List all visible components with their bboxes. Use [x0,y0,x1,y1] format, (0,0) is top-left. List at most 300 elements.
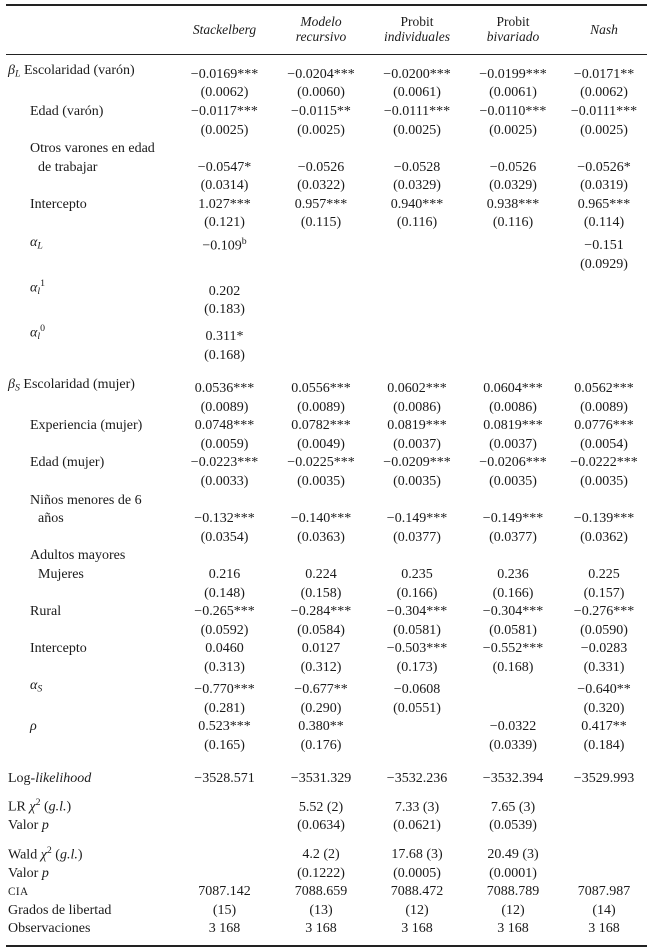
cell [176,510,273,529]
cell-text: −0.0225*** [287,455,355,471]
cell-text: 0.0604*** [483,380,543,396]
cell [176,233,273,256]
cell [273,640,369,659]
cell [465,603,561,622]
cell-text: −3532.394 [482,770,544,786]
cell [369,473,465,492]
cell-text: (0.168) [492,659,534,675]
row-label [6,529,176,548]
label-text: g.l. [59,847,78,863]
cell-text: (0.0089) [297,399,345,415]
cell-text: −0.140*** [290,511,352,527]
table-row [6,788,647,817]
row-label [6,196,176,215]
cell-text: −0.0526 [489,159,537,175]
cell-text: (0.0551) [393,700,441,716]
cell-text: −0.132*** [194,511,255,527]
cell-text: 7088.659 [294,884,348,900]
table-row [6,177,647,196]
label-text: Edad (varón) [30,103,104,119]
cell [176,417,273,436]
cell-text: −3531.329 [290,770,352,786]
table-row [6,756,647,789]
cell-text: (0.0035) [393,473,441,489]
table-row [6,275,647,302]
cell [369,920,465,946]
label-text: S [14,382,20,394]
label-text: Otros varones en edad [30,141,155,157]
table-head [6,5,647,55]
row-label [6,547,176,566]
cell [561,817,647,836]
column-header-line [465,14,561,29]
column-header-text: Probit [400,14,434,29]
cell-text: 0.0562*** [574,380,634,396]
row-label [6,883,176,902]
cell-text: 0.0819*** [387,418,447,434]
row-label [6,320,176,347]
cell [176,159,273,178]
table-row [6,140,647,159]
cell-text: (0.0339) [489,737,537,753]
cell [273,677,369,699]
table-row [6,320,647,347]
cell [561,256,647,275]
cell-text: 7.65 (3) [490,799,536,815]
cell [369,454,465,473]
row-label [6,603,176,622]
cell [273,55,369,85]
cell-text: (0.0581) [393,622,441,638]
cell-text: (0.0539) [489,818,537,834]
row-label [6,399,176,418]
row-label [6,659,176,678]
cell [465,547,561,566]
cell [561,233,647,256]
cell [465,640,561,659]
cell-text: (0.116) [492,215,534,231]
cell-text: (0.0354) [200,529,249,545]
cell-text: (0.157) [583,585,625,601]
cell-text: 0.965*** [577,196,631,212]
cell [369,883,465,902]
cell-text: (0.148) [204,585,245,601]
cell-text: −0.0608 [393,682,441,698]
cell [561,417,647,436]
cell [176,836,273,865]
cell-text: −0.265*** [194,604,255,620]
row-label [6,677,176,699]
cell [465,836,561,865]
cell [273,756,369,789]
cell-text: (0.0314) [200,178,249,194]
cell-text: (0.0086) [489,399,537,415]
label-text: p [41,818,49,834]
table-row [6,622,647,641]
cell [465,347,561,366]
cell [176,214,273,233]
column-header-text: Nash [590,21,618,37]
cell-text: 0.311* [205,329,244,345]
cell [561,399,647,418]
cell-text: (0.0025) [393,122,441,138]
cell [176,566,273,585]
cell [176,140,273,159]
cell [273,920,369,946]
row-label [6,84,176,103]
cell-text: −0.276*** [573,604,635,620]
table-row [6,677,647,699]
cell-text: (0.183) [204,302,245,318]
cell [273,454,369,473]
cell [369,677,465,699]
column-header-probit-bivariado [465,5,561,55]
column-header-stackelberg [176,5,273,55]
cell-text: (0.0581) [489,622,537,638]
label-text: L [14,68,21,80]
row-label [6,454,176,473]
column-header-line [561,22,647,37]
cell-text: 0.0460 [205,641,244,657]
cell [465,436,561,455]
cell [176,320,273,347]
cell-text: (12) [405,902,429,918]
cell-text: (13) [309,902,333,918]
cell [369,177,465,196]
label-text: α [30,325,38,341]
cell [176,55,273,85]
cell-text: (0.0590) [580,622,628,638]
row-label [6,492,176,511]
label-text: de trabajar [38,159,98,175]
cell-text: (0.166) [396,585,438,601]
cell-text: (0.0377) [393,529,441,545]
cell [176,122,273,141]
cell-text: (0.0033) [200,473,249,489]
cell-text: −0.552*** [482,641,544,657]
row-label [6,275,176,302]
cell [561,622,647,641]
cell [273,177,369,196]
cell-text: 0.236 [497,566,529,582]
cell [369,510,465,529]
cell [465,566,561,585]
cell [273,817,369,836]
cell [465,492,561,511]
cell [465,84,561,103]
cell-text: 0.216 [208,566,241,582]
cell-text: −0.0111*** [383,103,451,119]
cell-text: 0.0819*** [483,418,543,434]
table-body [6,55,647,947]
column-header-text: Stackelberg [192,21,257,37]
row-label [6,347,176,366]
cell [465,399,561,418]
cell [561,700,647,719]
cell-text: −0.139*** [573,511,635,527]
row-label [6,865,176,884]
label-text: l [37,285,41,297]
table-row [6,454,647,473]
table-row [6,700,647,719]
cell-text: (0.0025) [489,122,537,138]
table-row [6,817,647,836]
cell-text: 0.0782*** [291,418,351,434]
cell-text: −0.109 [202,238,242,254]
cell [176,920,273,946]
row-label [6,585,176,604]
cell [176,659,273,678]
corner-cell [6,5,176,55]
cell-text: −0.0199*** [479,66,547,82]
row-label [6,640,176,659]
cell-text: (0.0059) [200,436,249,452]
cell-text: (0.165) [204,737,245,753]
cell [369,214,465,233]
cell-text: (0.1222) [297,865,345,881]
cell [273,196,369,215]
cell [369,417,465,436]
cell-text: (0.0319) [580,178,628,194]
cell [465,788,561,817]
cell [273,700,369,719]
cell [465,659,561,678]
column-header-modelo-recursivo [273,5,369,55]
cell-text: −0.151 [584,238,624,254]
cell-text: −0.0547* [197,159,252,175]
label-text: g.l. [48,799,67,815]
cell [465,622,561,641]
cell-text: (0.0060) [297,85,345,101]
cell [369,347,465,366]
cell-text: −0.0223*** [190,455,259,471]
row-label [6,836,176,865]
cell [273,275,369,302]
table-row [6,399,647,418]
cell [465,865,561,884]
cell [176,275,273,302]
cell [561,883,647,902]
cell [561,320,647,347]
cell-text: (0.331) [583,659,625,675]
cell [561,365,647,398]
table-row [6,256,647,275]
table-row [6,55,647,85]
cell-text: (0.0329) [393,178,441,194]
cell-text: −0.149*** [482,511,544,527]
cell-text: (0.0362) [580,529,628,545]
cell [369,585,465,604]
cell [176,817,273,836]
label-text: χ [29,799,36,815]
cell [369,233,465,256]
cell-text: −0.640** [577,682,631,698]
cell [176,547,273,566]
cell [561,659,647,678]
cell-text: (0.0363) [297,529,345,545]
label-text: Valor [8,865,42,881]
cell [273,214,369,233]
cell [465,196,561,215]
cell [465,510,561,529]
cell-text: 3 168 [208,921,241,937]
column-header-text: individuales [384,29,450,44]
cell-text: −0.304*** [482,604,544,620]
cell [369,566,465,585]
table-row [6,347,647,366]
cell-text: −0.770*** [194,682,255,698]
cell-text: 0.235 [401,566,433,582]
table-row [6,492,647,511]
label-text: β [8,63,15,78]
table-row [6,566,647,585]
cell-text: −0.0117*** [191,103,258,119]
label-text: ( [51,847,60,863]
table-row [6,529,647,548]
label-text: 1 [40,277,45,289]
cell [465,473,561,492]
cell [561,640,647,659]
cell-text: −0.0322 [489,719,537,735]
cell-text: (0.0025) [297,122,345,138]
cell-text: (0.0054) [580,436,628,452]
cell [176,622,273,641]
table-row [6,365,647,398]
cell [176,883,273,902]
table-row [6,585,647,604]
label-text: S [37,684,43,696]
cell-text: (0.158) [300,585,342,601]
cell-text: (0.184) [583,737,625,753]
cell [273,603,369,622]
column-header-line [369,14,465,29]
cell [369,159,465,178]
cell [273,510,369,529]
cell-text: (0.320) [583,700,625,716]
cell [561,920,647,946]
cell-text: (0.166) [492,585,534,601]
cell-text: (0.0035) [489,473,537,489]
cell [273,659,369,678]
cell-text: −0.0204*** [287,66,355,82]
column-header-line [273,29,369,44]
label-text: Intercepto [30,641,87,657]
cell-text: −0.0115** [291,103,351,119]
cell [369,640,465,659]
table-row [6,920,647,946]
label-text: α [30,678,38,694]
cell [561,865,647,884]
cell-text: (0.0035) [297,473,345,489]
cell [176,103,273,122]
row-label [6,55,176,85]
cell-text: 0.224 [305,566,337,582]
table-row [6,103,647,122]
cell [369,122,465,141]
cell [465,920,561,946]
cell [561,718,647,737]
cell [273,365,369,398]
cell [176,640,273,659]
table-row [6,603,647,622]
cell [273,547,369,566]
table-row [6,718,647,737]
label-text: α [30,280,38,296]
cell [369,436,465,455]
cell-text: (0.0322) [297,178,345,194]
cell [465,214,561,233]
cell-text: (0.0025) [200,122,249,138]
cell-text: −0.304*** [386,604,448,620]
table-row [6,84,647,103]
cell [465,454,561,473]
table-header-row [6,5,647,55]
row-label [6,700,176,719]
cell [369,659,465,678]
table-row [6,301,647,320]
cell-text: (0.290) [300,700,342,716]
cell [465,677,561,699]
cell-text: (0.173) [396,659,438,675]
cell [369,817,465,836]
cell [465,365,561,398]
label-text: β [8,377,15,393]
cell [561,756,647,789]
cell-text: −0.284*** [290,604,352,620]
cell-text: (0.0037) [489,436,537,452]
cell [561,566,647,585]
label-text: Escolaridad (mujer) [19,377,135,393]
row-label [6,756,176,789]
cell [561,473,647,492]
row-label [6,233,176,256]
cell-text: 0.957*** [294,196,348,212]
cell-text: (0.0061) [393,85,441,101]
label-text: Mujeres [38,566,84,582]
cell [273,788,369,817]
cell-text: (0.0377) [489,529,537,545]
cell [273,718,369,737]
cell [369,756,465,789]
label-text: ) [66,799,72,815]
cell [561,529,647,548]
cell [176,454,273,473]
cell [561,122,647,141]
cell [369,547,465,566]
cell [273,301,369,320]
cell [176,585,273,604]
row-label [6,510,176,529]
table-row [6,865,647,884]
cell [465,817,561,836]
cell-text: −0.0200*** [383,66,451,82]
cell [176,347,273,366]
cell [176,492,273,511]
table-row [6,436,647,455]
cell-text: (0.114) [583,215,625,231]
row-label [6,214,176,233]
cell [176,301,273,320]
cell [561,603,647,622]
cell-text: 0.0536*** [194,380,255,396]
cell [273,140,369,159]
label-text: Escolaridad (varón) [20,63,135,78]
cell [273,622,369,641]
cell [369,865,465,884]
cell [176,473,273,492]
label-text: likelihood [35,770,92,786]
column-header-line [273,14,369,29]
